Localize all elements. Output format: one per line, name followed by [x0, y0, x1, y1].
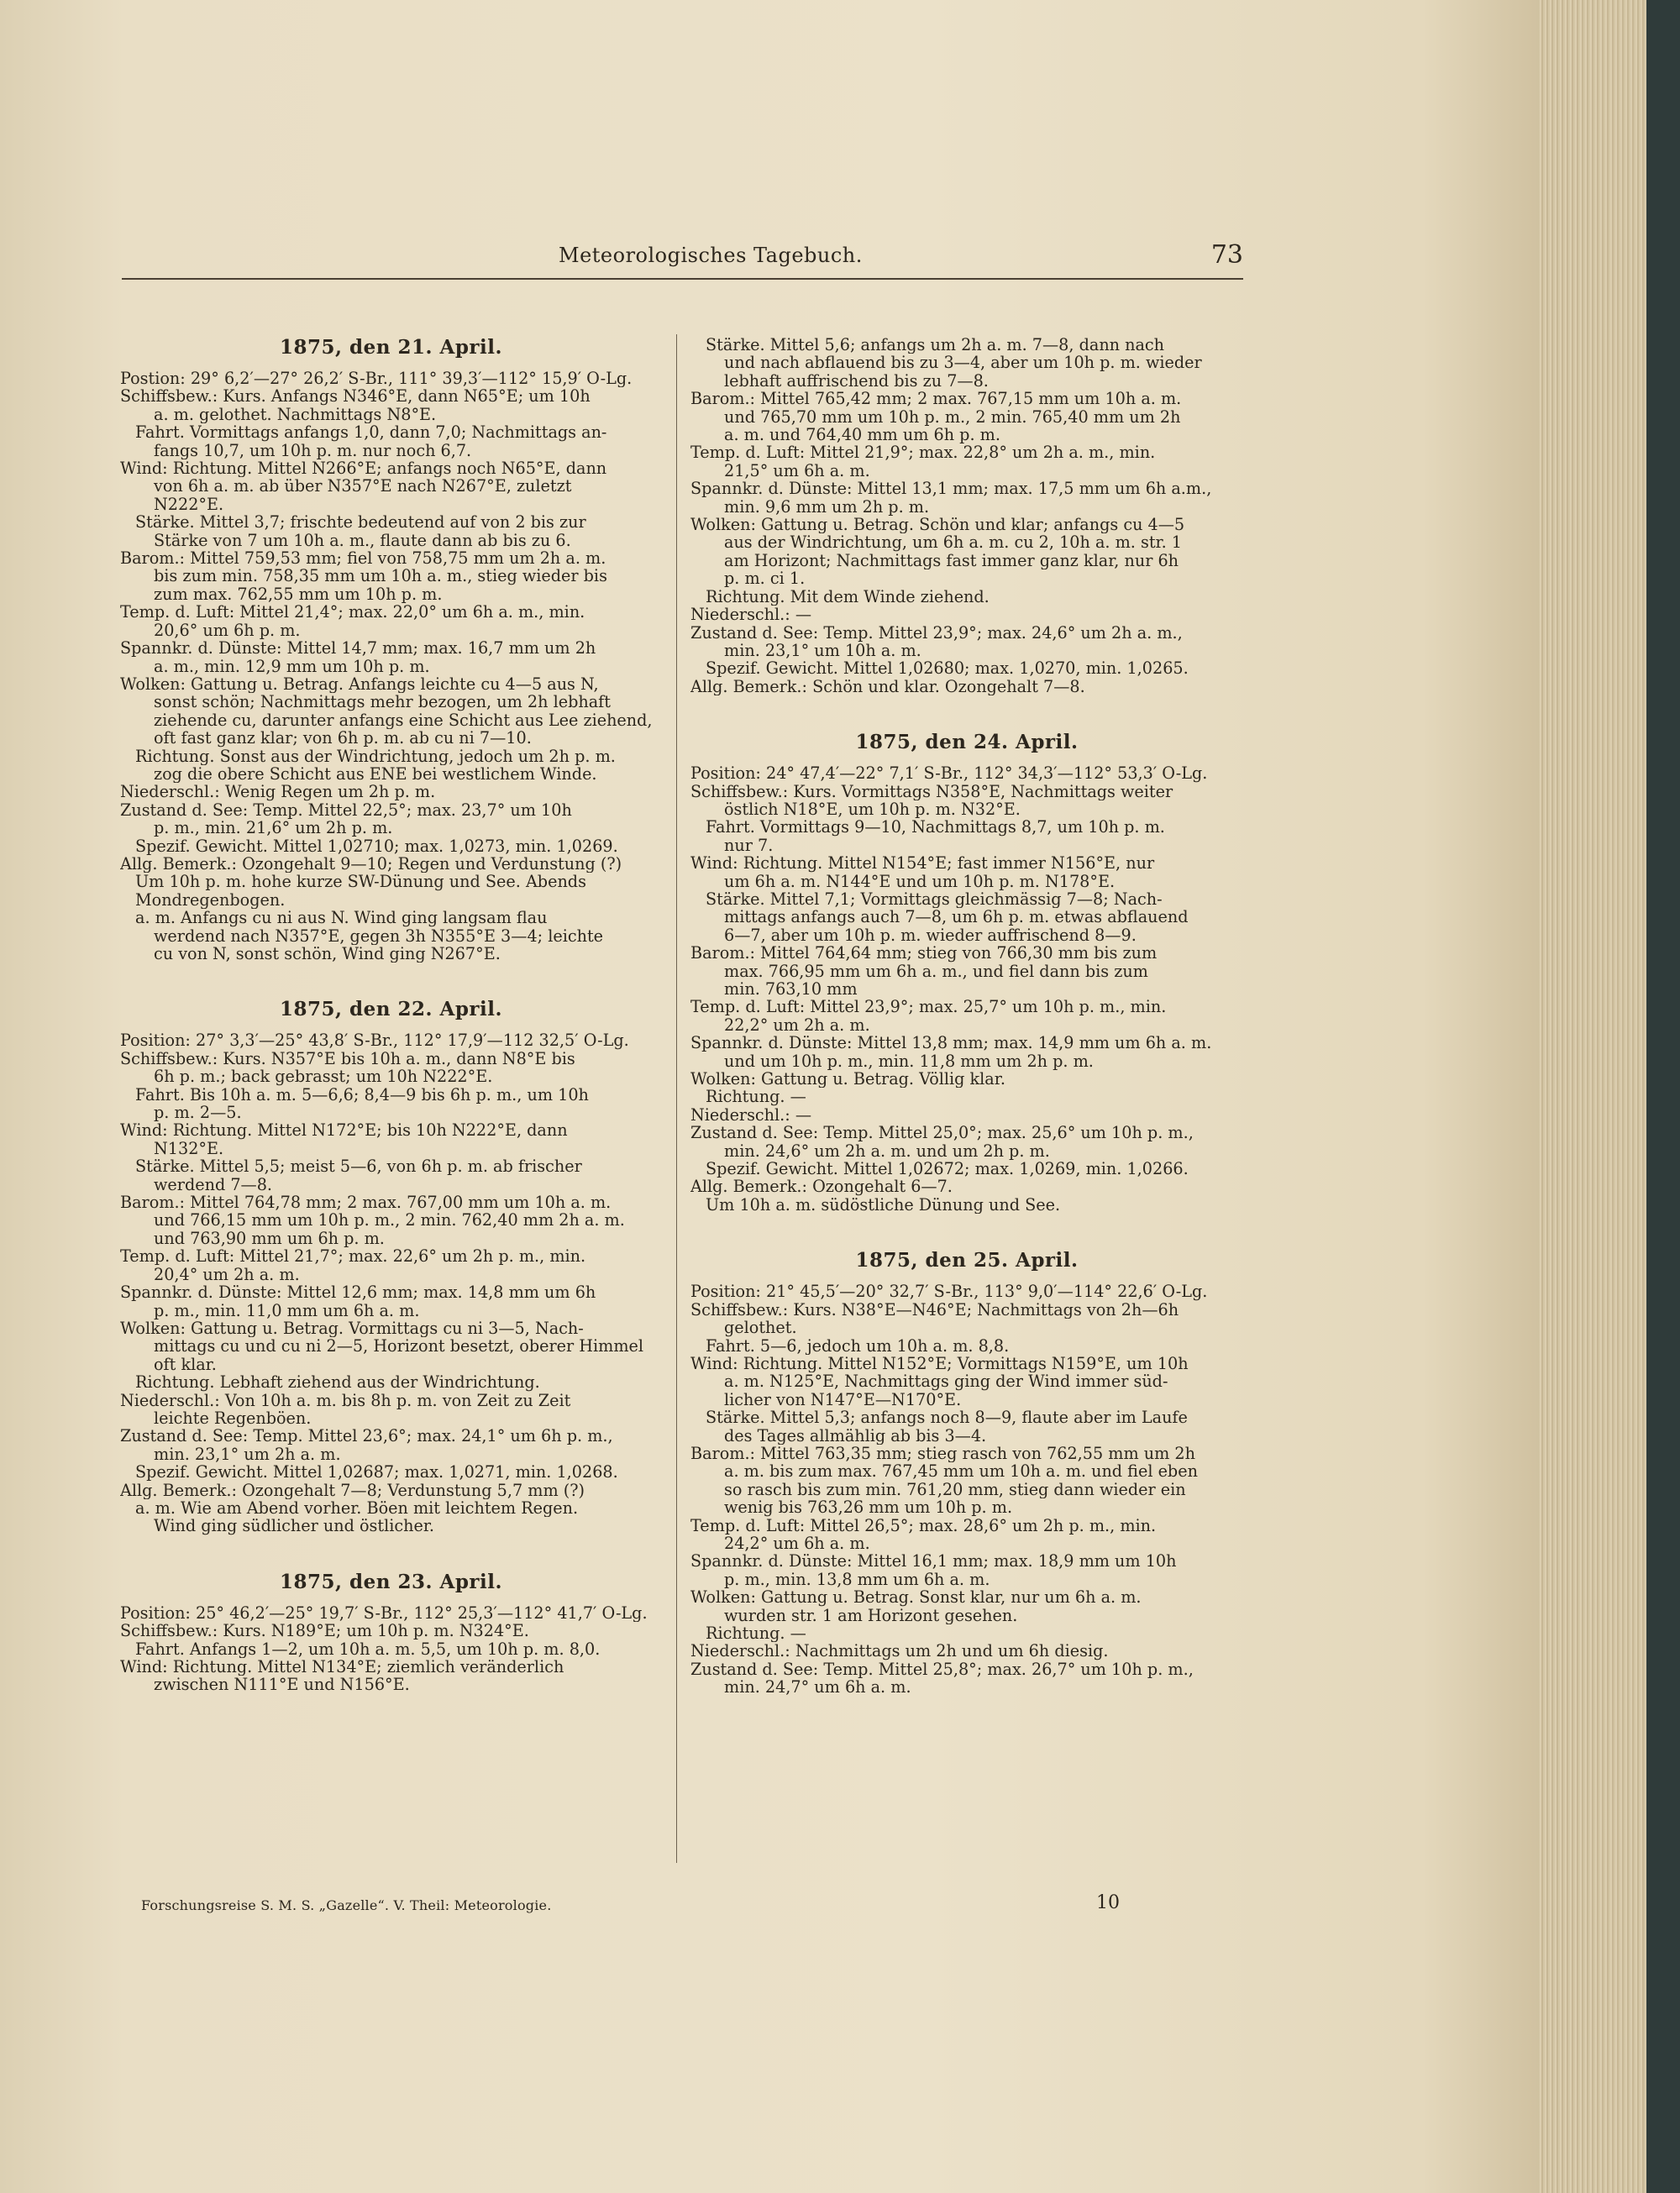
text-line: cu von N, sonst schön, Wind ging N267°E. — [154, 945, 501, 963]
text-line: Schiffsbew.: Kurs. Vormittags N358°E, Nachmittags weiter — [690, 782, 1173, 800]
text-line: Mondregenbogen. — [135, 890, 286, 910]
text-line: Niederschl.: — — [690, 606, 812, 624]
text-line: Schiffsbew.: Kurs. N38°E—N46°E; Nachmittags von 2h—6h — [690, 1300, 1179, 1319]
text-line: 6h p. m.; back gebrasst; um 10h N222°E. — [154, 1068, 493, 1086]
text-line: Allg. Bemerk.: Schön und klar. Ozongehalt 7—8. — [690, 677, 1085, 696]
entry-heading: 1875, den 21. April. — [279, 336, 503, 359]
text-line: gelothet. — [724, 1319, 797, 1337]
text-line: Niederschl.: Wenig Regen um 2h p. m. — [120, 783, 436, 801]
text-line: Spannkr. d. Dünste: Mittel 14,7 mm; max. 16,7 mm um 2h — [120, 639, 596, 658]
text-line: Zustand d. See: Temp. Mittel 25,8°; max. 26,7° um 10h p. m., — [690, 1660, 1194, 1679]
text-line: Schiffsbew.: Kurs. N357°E bis 10h a. m., dann N8°E bis — [120, 1049, 575, 1068]
text-line: Stärke. Mittel 5,6; anfangs um 2h a. m. 7—8, dann nach — [706, 336, 1165, 354]
text-line: Fahrt. Vormittags 9—10, Nachmittags 8,7, um 10h p. m. — [706, 818, 1165, 837]
text-line: Temp. d. Luft: Mittel 21,7°; max. 22,6° um 2h p. m., min. — [120, 1247, 586, 1266]
text-line: a. m. Anfangs cu ni aus N. Wind ging langsam flau — [135, 909, 548, 927]
text-line: um 6h a. m. N144°E und um 10h p. m. N178°E. — [724, 872, 1116, 890]
text-line: Wolken: Gattung u. Betrag. Schön und klar; anfangs cu 4—5 — [690, 516, 1185, 534]
text-line: N132°E. — [154, 1139, 224, 1158]
text-line: 20,4° um 2h a. m. — [154, 1265, 300, 1284]
text-line: a. m. und 764,40 mm um 6h p. m. — [724, 426, 1000, 444]
text-line: Spezif. Gewicht. Mittel 1,02710; max. 1,0273, min. 1,0269. — [135, 837, 618, 855]
text-line: Position: 25° 46,2′—25° 19,7′ S-Br., 112° 25,3′—112° 41,7′ O-Lg. — [120, 1603, 648, 1623]
text-line: mittags anfangs auch 7—8, um 6h p. m. etwas abflauend — [724, 908, 1189, 926]
text-line: p. m., min. 13,8 mm um 6h a. m. — [724, 1570, 990, 1589]
text-line: p. m., min. 11,0 mm um 6h a. m. — [154, 1301, 420, 1319]
text-line: p. m. 2—5. — [154, 1104, 242, 1122]
text-line: Spannkr. d. Dünste: Mittel 16,1 mm; max. 18,9 mm um 10h — [690, 1552, 1177, 1571]
text-line: Wolken: Gattung u. Betrag. Anfangs leichte cu 4—5 aus N, — [120, 674, 599, 694]
text-line: Zustand d. See: Temp. Mittel 22,5°; max. 23,7° um 10h — [120, 800, 572, 820]
text-line: Wolken: Gattung u. Betrag. Völlig klar. — [690, 1070, 1005, 1089]
text-line: Stärke. Mittel 7,1; Vormittags gleichmässig 7—8; Nach- — [706, 889, 1163, 909]
text-line: aus der Windrichtung, um 6h a. m. cu 2, 10h a. m. str. 1 — [724, 533, 1183, 552]
text-line: Barom.: Mittel 759,53 mm; fiel von 758,75 mm um 2h a. m. — [120, 549, 606, 568]
text-line: zwischen N111°E und N156°E. — [154, 1676, 410, 1694]
text-line: Niederschl.: Von 10h a. m. bis 8h p. m. von Zeit zu Zeit — [120, 1391, 571, 1409]
text-line: und nach abflauend bis zu 3—4, aber um 10h p. m. wieder — [724, 354, 1202, 372]
text-line: Position: 27° 3,3′—25° 43,8′ S-Br., 112° 17,9′—112 32,5′ O-Lg. — [120, 1031, 629, 1050]
book-cover-edge — [1646, 0, 1680, 2193]
text-line: des Tages allmählig ab bis 3—4. — [724, 1426, 987, 1445]
text-line: und 763,90 mm um 6h p. m. — [154, 1229, 385, 1248]
text-line: min. 23,1° um 10h a. m. — [724, 641, 921, 660]
text-line: Barom.: Mittel 764,64 mm; stieg von 766,30 mm bis zum — [690, 944, 1158, 963]
text-line: Stärke. Mittel 5,5; meist 5—6, von 6h p. m. ab frischer — [135, 1157, 582, 1176]
text-line: Wolken: Gattung u. Betrag. Vormittags cu ni 3—5, Nach- — [120, 1319, 584, 1338]
text-line: a. m. gelothet. Nachmittags N8°E. — [154, 405, 437, 424]
text-line: Position: 24° 47,4′—22° 7,1′ S-Br., 112° 34,3′—112° 53,3′ O-Lg. — [690, 764, 1208, 783]
text-line: Wind: Richtung. Mittel N152°E; Vormittags N159°E, um 10h — [690, 1354, 1189, 1373]
text-line: östlich N18°E, um 10h p. m. N32°E. — [724, 800, 1021, 819]
right-column — [690, 336, 1243, 1697]
text-line: Zustand d. See: Temp. Mittel 25,0°; max. 25,6° um 10h p. m., — [690, 1124, 1194, 1142]
text-line: oft fast ganz klar; von 6h p. m. ab cu ni 7—10. — [154, 729, 532, 748]
text-line: leichte Regenböen. — [154, 1409, 312, 1428]
text-line: 21,5° um 6h a. m. — [724, 461, 870, 480]
text-line: Fahrt. Anfangs 1—2, um 10h a. m. 5,5, um 10h p. m. 8,0. — [135, 1640, 601, 1658]
text-line: lebhaft auffrischend bis zu 7—8. — [724, 371, 989, 391]
column-divider — [676, 334, 677, 1863]
entry-heading: 1875, den 24. April. — [855, 731, 1079, 754]
text-line: wurden str. 1 am Horizont gesehen. — [724, 1606, 1018, 1624]
text-line: Allg. Bemerk.: Ozongehalt 9—10; Regen und Verdunstung (?) — [120, 854, 622, 874]
header-rule — [122, 278, 1243, 280]
text-line: Temp. d. Luft: Mittel 26,5°; max. 28,6° um 2h p. m., min. — [690, 1516, 1157, 1535]
entry-heading: 1875, den 25. April. — [855, 1249, 1079, 1272]
left-column — [120, 336, 662, 1694]
text-line: Temp. d. Luft: Mittel 21,4°; max. 22,0° um 6h a. m., min. — [120, 603, 585, 622]
running-title: Meteorologisches Tagebuch. — [559, 244, 863, 267]
text-line: Fahrt. 5—6, jedoch um 10h a. m. 8,8. — [706, 1336, 1010, 1355]
text-line: Spezif. Gewicht. Mittel 1,02672; max. 1,0269, min. 1,0266. — [706, 1160, 1189, 1178]
text-line: 22,2° um 2h a. m. — [724, 1015, 870, 1035]
page-header — [122, 240, 1243, 277]
text-line: werdend 7—8. — [154, 1175, 273, 1194]
text-line: Spannkr. d. Dünste: Mittel 12,6 mm; max. 14,8 mm um 6h — [120, 1283, 596, 1302]
text-line: min. 9,6 mm um 2h p. m. — [724, 497, 930, 517]
text-line: Stärke von 7 um 10h a. m., flaute dann ab bis zu 6. — [154, 531, 571, 550]
text-line: und 766,15 mm um 10h p. m., 2 min. 762,40 mm 2h a. m. — [154, 1211, 625, 1230]
text-line: Zustand d. See: Temp. Mittel 23,6°; max. 24,1° um 6h p. m., — [120, 1427, 613, 1445]
text-line: und um 10h p. m., min. 11,8 mm um 2h p. m. — [724, 1052, 1094, 1071]
text-line: min. 763,10 mm — [724, 980, 858, 999]
entry-heading: 1875, den 22. April. — [279, 998, 503, 1021]
text-line: Schiffsbew.: Kurs. N189°E; um 10h p. m. N324°E. — [120, 1622, 529, 1640]
text-line: wenig bis 763,26 mm um 10h p. m. — [724, 1498, 1013, 1517]
entry-spacer — [120, 963, 662, 998]
text-line: nur 7. — [724, 836, 774, 855]
text-line: Spezif. Gewicht. Mittel 1,02687; max. 1,0271, min. 1,0268. — [135, 1463, 618, 1482]
text-line: Richtung. — — [706, 1624, 806, 1643]
text-line: sonst schön; Nachmittags mehr bezogen, um 2h lebhaft — [154, 693, 611, 711]
text-line: Allg. Bemerk.: Ozongehalt 6—7. — [690, 1178, 953, 1196]
text-line: bis zum min. 758,35 mm um 10h a. m., stieg wieder bis — [154, 567, 607, 585]
text-line: Barom.: Mittel 764,78 mm; 2 max. 767,00 mm um 10h a. m. — [120, 1194, 612, 1212]
text-line: am Horizont; Nachmittags fast immer ganz klar, nur 6h — [724, 551, 1179, 570]
text-line: Allg. Bemerk.: Ozongehalt 7—8; Verdunstung 5,7 mm (?) — [120, 1481, 585, 1499]
text-line: von 6h a. m. ab über N357°E nach N267°E, zuletzt — [154, 477, 572, 496]
text-line: Wind: Richtung. Mittel N154°E; fast immer N156°E, nur — [690, 854, 1155, 873]
text-line: p. m. ci 1. — [724, 569, 806, 588]
text-line: Richtung. Lebhaft ziehend aus der Windrichtung. — [135, 1373, 540, 1392]
text-line: Temp. d. Luft: Mittel 23,9°; max. 25,7° um 10h p. m., min. — [690, 998, 1167, 1016]
text-line: Spezif. Gewicht. Mittel 1,02680; max. 1,0270, min. 1,0265. — [706, 659, 1189, 678]
text-line: a. m. N125°E, Nachmittags ging der Wind immer süd- — [724, 1372, 1168, 1391]
text-line: Fahrt. Vormittags anfangs 1,0, dann 7,0; Nachmittags an- — [135, 423, 607, 442]
text-line: fangs 10,7, um 10h p. m. nur noch 6,7. — [154, 441, 472, 460]
text-line: min. 23,1° um 2h a. m. — [154, 1445, 341, 1464]
text-line: a. m., min. 12,9 mm um 10h p. m. — [154, 657, 430, 675]
text-line: Wind: Richtung. Mittel N172°E; bis 10h N222°E, dann — [120, 1121, 568, 1140]
text-line: Niederschl.: — — [690, 1105, 812, 1125]
page-number: 73 — [1210, 240, 1243, 270]
text-line: Barom.: Mittel 763,35 mm; stieg rasch von 762,55 mm um 2h — [690, 1444, 1195, 1463]
text-line: Richtung. Mit dem Winde ziehend. — [706, 587, 990, 606]
text-line: Barom.: Mittel 765,42 mm; 2 max. 767,15 mm um 10h a. m. — [690, 390, 1182, 408]
entry-spacer — [690, 695, 1243, 731]
text-line: oft klar. — [154, 1355, 217, 1374]
entry-spacer — [690, 1214, 1243, 1249]
text-line: Wind ging südlicher und östlicher. — [154, 1517, 435, 1535]
text-line: 24,2° um 6h a. m. — [724, 1534, 870, 1553]
text-line: Stärke. Mittel 3,7; frischte bedeutend auf von 2 bis zur — [135, 513, 586, 532]
text-line: Um 10h a. m. südöstliche Dünung und See. — [706, 1195, 1061, 1215]
text-line: Richtung. Sonst aus der Windrichtung, jedoch um 2h p. m. — [135, 747, 616, 765]
text-line: Wind: Richtung. Mittel N134°E; ziemlich veränderlich — [120, 1658, 564, 1676]
footer-note: Forschungsreise S. M. S. „Gazelle“. V. Theil: Meteorologie. — [141, 1897, 552, 1913]
text-line: min. 24,6° um 2h a. m. und um 2h p. m. — [724, 1141, 1050, 1161]
text-line: Spannkr. d. Dünste: Mittel 13,8 mm; max. 14,9 mm um 6h a. m. — [690, 1034, 1212, 1052]
entry-heading: 1875, den 23. April. — [279, 1570, 503, 1593]
text-line: und 765,70 mm um 10h p. m., 2 min. 765,40 mm um 2h — [724, 407, 1181, 427]
text-line: p. m., min. 21,6° um 2h p. m. — [154, 819, 393, 837]
text-line: Postion: 29° 6,2′—27° 26,2′ S-Br., 111° 39,3′—112° 15,9′ O-Lg. — [120, 370, 633, 388]
text-line: licher von N147°E—N170°E. — [724, 1390, 962, 1409]
text-line: zog die obere Schicht aus ENE bei westlichem Winde. — [154, 764, 597, 784]
text-line: Niederschl.: Nachmittags um 2h und um 6h diesig. — [690, 1642, 1109, 1660]
sheet-number: 10 — [1096, 1892, 1120, 1913]
text-line: Richtung. — — [706, 1088, 806, 1106]
text-line: Temp. d. Luft: Mittel 21,9°; max. 22,8° um 2h a. m., min. — [690, 443, 1156, 462]
text-line: Schiffsbew.: Kurs. Anfangs N346°E, dann N65°E; um 10h — [120, 387, 591, 406]
text-line: so rasch bis zum min. 761,20 mm, stieg dann wieder ein — [724, 1480, 1186, 1499]
text-line: Wolken: Gattung u. Betrag. Sonst klar, nur um 6h a. m. — [690, 1588, 1142, 1607]
text-line: Fahrt. Bis 10h a. m. 5—6,6; 8,4—9 bis 6h p. m., um 10h — [135, 1085, 589, 1104]
text-line: Wind: Richtung. Mittel N266°E; anfangs noch N65°E, dann — [120, 459, 607, 478]
text-line: max. 766,95 mm um 6h a. m., und fiel dann bis zum — [724, 962, 1148, 980]
text-line: Spannkr. d. Dünste: Mittel 13,1 mm; max. 17,5 mm um 6h a.m., — [690, 480, 1212, 498]
text-line: a. m. Wie am Abend vorher. Böen mit leichtem Regen. — [135, 1498, 579, 1518]
text-line: mittags cu und cu ni 2—5, Horizont besetzt, oberer Himmel — [154, 1337, 644, 1356]
text-line: 6—7, aber um 10h p. m. wieder auffrischend 8—9. — [724, 926, 1137, 945]
text-line: Stärke. Mittel 5,3; anfangs noch 8—9, flaute aber im Laufe — [706, 1409, 1188, 1427]
text-line: a. m. bis zum max. 767,45 mm um 10h a. m. und fiel eben — [724, 1462, 1198, 1481]
text-line: Um 10h p. m. hohe kurze SW-Dünung und See. Abends — [135, 873, 586, 891]
text-line: min. 24,7° um 6h a. m. — [724, 1678, 911, 1697]
text-line: 20,6° um 6h p. m. — [154, 621, 301, 640]
text-line: werdend nach N357°E, gegen 3h N355°E 3—4; leichte — [154, 926, 604, 945]
text-line: N222°E. — [154, 495, 224, 514]
text-line: Zustand d. See: Temp. Mittel 23,9°; max. 24,6° um 2h a. m., — [690, 623, 1183, 642]
text-line: ziehende cu, darunter anfangs eine Schicht aus Lee ziehend, — [154, 711, 653, 730]
text-line: zum max. 762,55 mm um 10h p. m. — [154, 585, 443, 604]
entry-spacer — [120, 1535, 662, 1571]
text-line: Position: 21° 45,5′—20° 32,7′ S-Br., 113° 9,0′—114° 22,6′ O-Lg. — [690, 1283, 1208, 1301]
